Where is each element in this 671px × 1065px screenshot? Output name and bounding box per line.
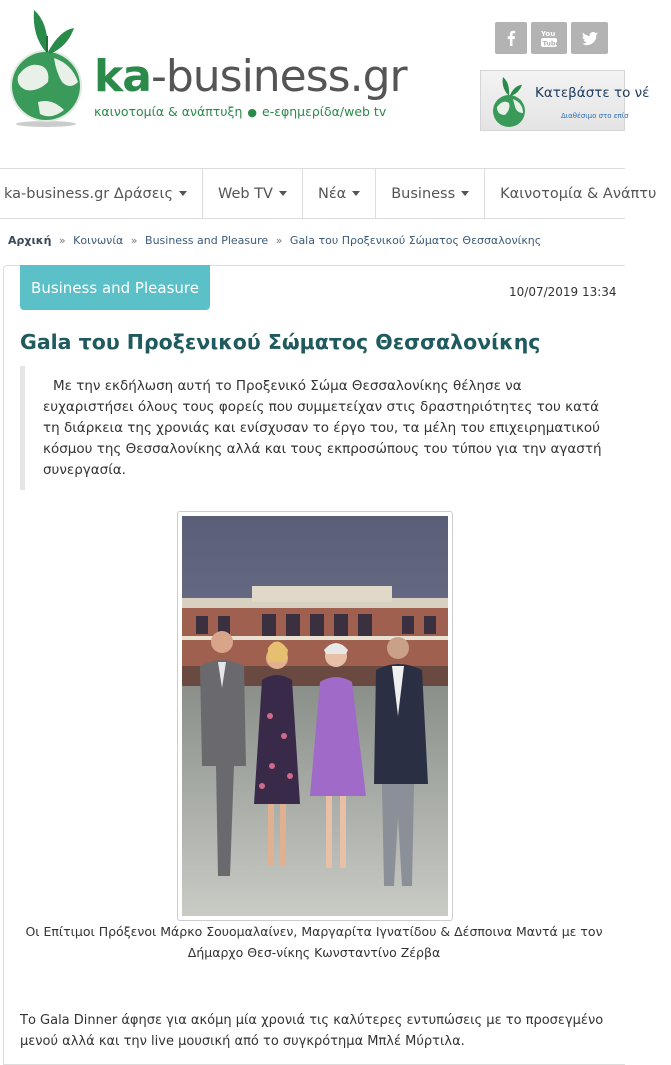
article-lead (20, 366, 604, 490)
twitter-button[interactable] (571, 22, 608, 54)
caret-down-icon (279, 191, 287, 196)
breadcrumb-item-society[interactable]: Κοινωνία (73, 234, 124, 247)
banner-text: Κατεβάστε το νέ (535, 85, 650, 101)
logo-globe-icon[interactable] (8, 6, 86, 126)
caret-down-icon (461, 191, 469, 196)
app-download-banner[interactable] (480, 70, 650, 131)
article-card (3, 265, 625, 1065)
site-header (0, 0, 650, 168)
tagline-right: e-εφημερίδα/web tv (262, 104, 387, 119)
breadcrumb-item-current: Gala του Προξενικού Σώματος Θεσσαλονίκης (289, 234, 542, 247)
nav-item-news[interactable] (303, 169, 376, 218)
facebook-icon (506, 30, 516, 46)
nav-item-innovation[interactable] (485, 169, 671, 218)
tagline-left: καινοτομία & ανάπτυξη (94, 104, 243, 119)
breadcrumb (8, 234, 541, 247)
facebook-button[interactable] (495, 22, 527, 54)
banner-subtext: Διαθέσιμο στο επίσ (561, 112, 629, 120)
nav-item-label: Καινοτομία & Ανάπτυ (500, 185, 657, 202)
nav-item-business[interactable] (376, 169, 485, 218)
nav-item-label: Νέα (317, 185, 347, 202)
tagline-bullet-icon: ● (247, 106, 258, 119)
nav-item-label: Web TV (217, 185, 273, 202)
caret-down-icon (352, 191, 360, 196)
nav-item-webtv[interactable] (203, 169, 303, 218)
logo-ka: ka (94, 51, 151, 102)
breadcrumb-separator: » (275, 234, 283, 247)
twitter-icon (582, 32, 598, 45)
event-photo-image (182, 516, 448, 916)
svg-text:You: You (541, 30, 556, 38)
article-date: 10/07/2019 13:34 (509, 285, 617, 299)
photo-caption (20, 921, 608, 963)
article-photo[interactable] (177, 511, 453, 921)
site-tagline (94, 104, 386, 119)
article-body: Το Gala Dinner άφησε για ακόμη μία χρονιά τις καλύτερες εντυπώσεις με το προσεγμένο μενού αλλά και την live μουσική από το συγκρότημα Μπλέ Μύρτιλα. (20, 1013, 604, 1049)
main-navigation (0, 168, 657, 219)
logo-domain: -business.gr (150, 51, 407, 102)
photo-caption-line: Δήμαρχο Θεσ-νίκης Κωνσταντίνο Ζέρβα (187, 945, 441, 960)
youtube-button[interactable] (531, 22, 567, 54)
breadcrumb-separator: » (130, 234, 138, 247)
site-logo[interactable] (94, 52, 407, 102)
banner-globe-icon (489, 75, 529, 129)
article-title: Gala του Προξενικού Σώματος Θεσσαλονίκης (20, 330, 541, 354)
youtube-icon (540, 28, 558, 48)
svg-text:Tube: Tube (542, 39, 560, 48)
article-lead-text: Με την εκδήλωση αυτή το Προξενικό Σώμα Θεσσαλονίκης θέλησε να ευχαριστήσει όλους τους φορείς που συμμετείχαν στις δραστηριότητες του κατά τη διάρκεια της χρονιάς και ενίσχυσαν το έργο του, τα μέλη του επιχειρηματικού κόσμου της Θεσσαλονίκης αλλά και τους εκπροσώπους του τύπου για την αγαστή συνεργασία. (43, 378, 602, 478)
breadcrumb-item-category[interactable]: Business and Pleasure (145, 234, 269, 247)
caret-down-icon (179, 191, 187, 196)
category-badge[interactable]: Business and Pleasure (20, 265, 210, 310)
nav-item-label: ka-business.gr Δράσεις (4, 185, 173, 202)
photo-caption-line: Οι Επίτιμοι Πρόξενοι Μάρκο Σουομαλαίνεν, Μαργαρίτα Ιγνατίδου & Δέσποινα Μαντά με τον (25, 924, 603, 939)
breadcrumb-separator: » (58, 234, 66, 247)
nav-item-actions[interactable] (0, 169, 203, 218)
breadcrumb-home[interactable]: Αρχική (8, 234, 52, 247)
nav-item-label: Business (391, 185, 456, 202)
